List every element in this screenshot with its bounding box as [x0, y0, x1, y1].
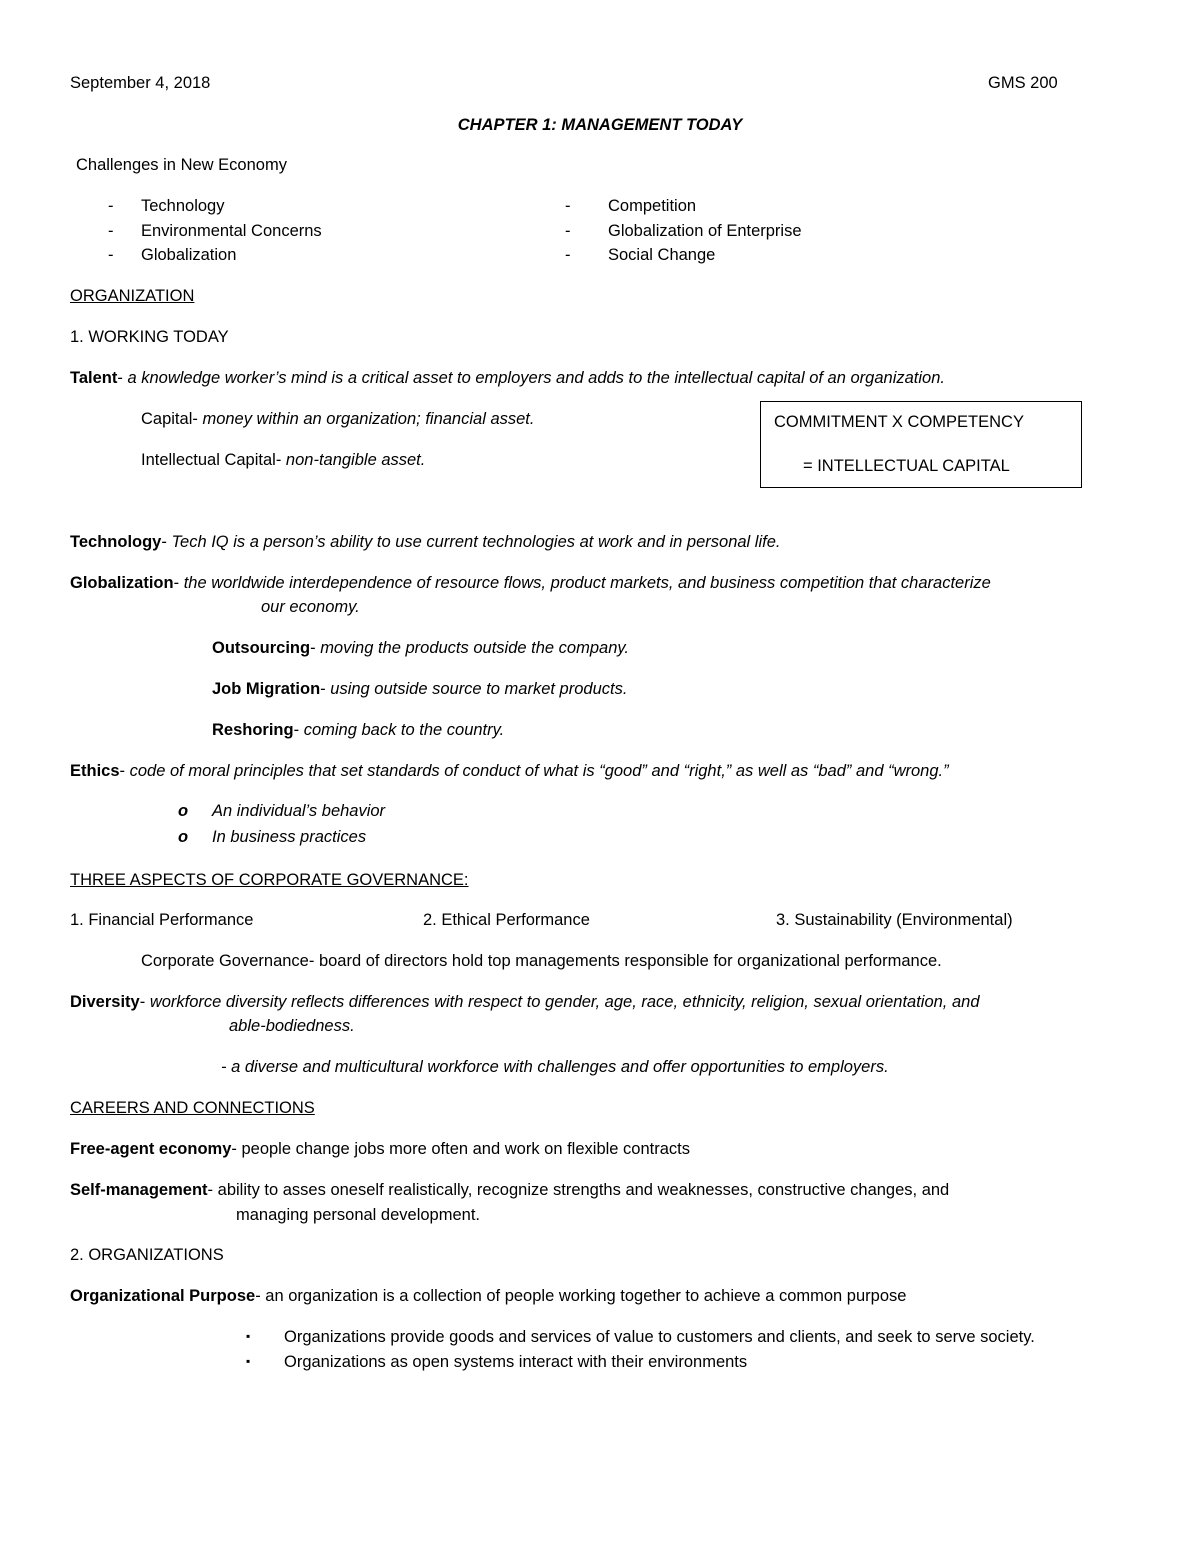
challenge-item: - Globalization — [108, 246, 237, 264]
dash-marker: - — [108, 246, 114, 264]
reshoring-definition: Reshoring- coming back to the country. — [212, 721, 505, 739]
organization-heading: ORGANIZATION — [70, 287, 195, 305]
diversity-definition: Diversity- workforce diversity reflects differences with respect to gender, age, race, ethnicity, religion, sexual orientation, and — [70, 993, 980, 1011]
aspect-item: 2. Ethical Performance — [423, 911, 590, 929]
dash-marker: - — [565, 246, 571, 264]
corporate-governance-definition: Corporate Governance- board of directors hold top managements responsible for organizational performance. — [141, 952, 942, 970]
self-management-definition-continued: managing personal development. — [236, 1206, 480, 1224]
aspect-item: 1. Financial Performance — [70, 911, 254, 929]
careers-heading: CAREERS AND CONNECTIONS — [70, 1099, 315, 1117]
dash-marker: - — [108, 197, 114, 215]
square-bullet-icon: ▪ — [246, 1329, 251, 1343]
talent-definition: Talent- a knowledge worker’s mind is a critical asset to employers and adds to the intellectual capital of an organization. — [70, 369, 945, 387]
governance-heading: THREE ASPECTS OF CORPORATE GOVERNANCE: — [70, 871, 469, 889]
challenge-item: - Competition — [565, 197, 697, 215]
organizations-heading: 2. ORGANIZATIONS — [70, 1246, 224, 1264]
circle-bullet-icon: o — [178, 828, 189, 846]
ethics-definition: Ethics- code of moral principles that set standards of conduct of what is “good” and “right,” as well as “bad” and “wrong.” — [70, 762, 949, 780]
organization-bullet-item: ▪ Organizations provide goods and services of value to customers and clients, and seek to serve society. — [246, 1328, 1035, 1346]
dash-marker: - — [108, 222, 114, 240]
globalization-definition-continued: our economy. — [261, 598, 360, 616]
free-agent-definition: Free-agent economy- people change jobs more often and work on flexible contracts — [70, 1140, 690, 1158]
working-today-heading: 1. WORKING TODAY — [70, 328, 229, 346]
circle-bullet-icon: o — [178, 802, 189, 820]
organizational-purpose-definition: Organizational Purpose- an organization is a collection of people working together to achieve a common purpose — [70, 1287, 907, 1305]
ethics-item: o In business practices — [178, 828, 367, 846]
challenges-heading: Challenges in New Economy — [76, 156, 287, 174]
technology-definition: Technology- Tech IQ is a person’s ability to use current technologies at work and in personal life. — [70, 533, 781, 551]
formula-line-2: = INTELLECTUAL CAPITAL — [803, 457, 1010, 475]
capital-definition: Capital- money within an organization; financial asset. — [141, 410, 535, 428]
square-bullet-icon: ▪ — [246, 1354, 251, 1368]
formula-line-1: COMMITMENT X COMPETENCY — [774, 413, 1024, 431]
dash-marker: - — [565, 222, 571, 240]
globalization-definition: Globalization- the worldwide interdependence of resource flows, product markets, and business competition that characterize — [70, 574, 991, 592]
challenge-item: - Social Change — [565, 246, 716, 264]
intellectual-capital-definition: Intellectual Capital- non-tangible asset. — [141, 451, 426, 469]
challenge-item: - Environmental Concerns — [108, 222, 322, 240]
self-management-definition: Self-management- ability to asses oneself realistically, recognize strengths and weaknesses, constructive changes, and — [70, 1181, 950, 1199]
diversity-second-definition: - a diverse and multicultural workforce with challenges and offer opportunities to employers. — [221, 1058, 889, 1076]
diversity-definition-continued: able-bodiedness. — [229, 1017, 355, 1035]
ethics-item: o An individual’s behavior — [178, 802, 386, 820]
document-date: September 4, 2018 — [70, 74, 211, 92]
chapter-title: CHAPTER 1: MANAGEMENT TODAY — [457, 116, 743, 134]
challenge-item: - Globalization of Enterprise — [565, 222, 802, 240]
challenge-item: - Technology — [108, 197, 225, 215]
organization-bullet-item: ▪ Organizations as open systems interact with their environments — [246, 1353, 748, 1371]
course-code: GMS 200 — [988, 74, 1058, 92]
dash-marker: - — [565, 197, 571, 215]
aspect-item: 3. Sustainability (Environmental) — [776, 911, 1013, 929]
outsourcing-definition: Outsourcing- moving the products outside the company. — [212, 639, 629, 657]
job-migration-definition: Job Migration- using outside source to market products. — [212, 680, 628, 698]
